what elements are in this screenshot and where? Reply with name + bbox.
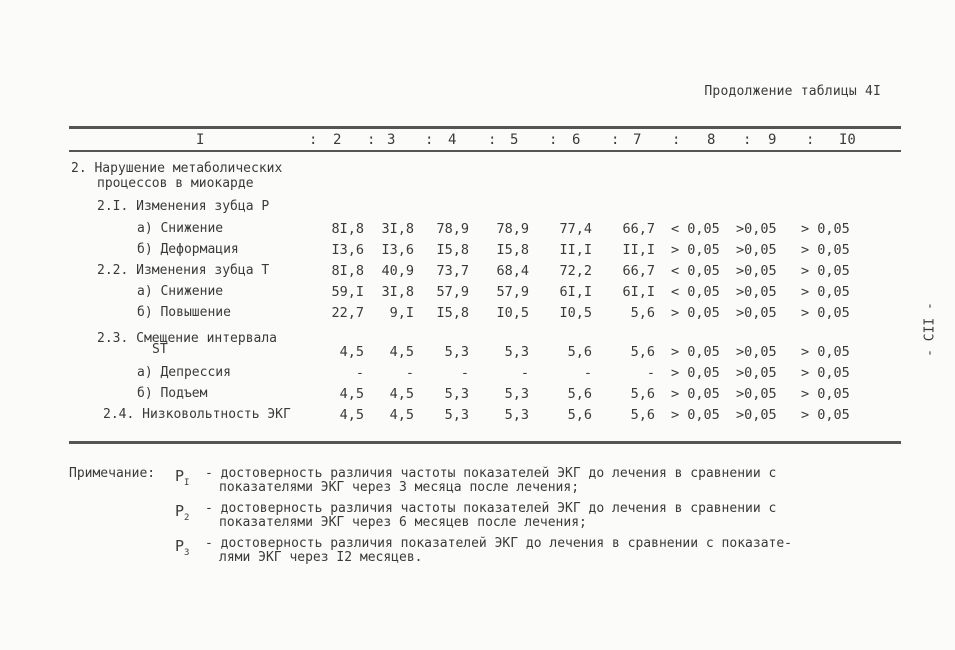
table-cell: > 0,05 xyxy=(801,407,850,423)
table-cell: >0,05 xyxy=(736,242,777,258)
table-cell: 5,3 xyxy=(444,386,469,402)
header-sep: : xyxy=(488,132,497,148)
table-cell: 4,5 xyxy=(389,386,414,402)
table-cell: < 0,05 xyxy=(671,284,720,300)
page-number-text: - CII - xyxy=(922,302,938,357)
table-cell: > 0,05 xyxy=(801,344,850,360)
table-cell: 5,3 xyxy=(504,344,529,360)
table-cell: 4,5 xyxy=(339,407,364,423)
table-cell: 6I,I xyxy=(559,284,592,300)
table-cell: >0,05 xyxy=(736,344,777,360)
table-cell: 3I,8 xyxy=(381,284,414,300)
table-cell: 9,I xyxy=(389,305,414,321)
p1-symbol: $P_I$ xyxy=(175,467,190,488)
p2-symbol: $P_2$ xyxy=(175,502,190,523)
table-cell: 57,9 xyxy=(436,284,469,300)
table-cell: 72,2 xyxy=(559,263,592,279)
table-cell: > 0,05 xyxy=(671,344,720,360)
header-col-4: 4 xyxy=(448,132,457,148)
table-cell: > 0,05 xyxy=(801,263,850,279)
p2-line-1: - достоверность различия частоты показателей ЭКГ до лечения в сравнении с xyxy=(205,501,777,516)
header-col-6: 6 xyxy=(572,132,581,148)
table-cell: 8I,8 xyxy=(331,263,364,279)
table-cell: - xyxy=(583,365,592,381)
table-cell: > 0,05 xyxy=(671,305,720,321)
header-sep: : xyxy=(672,132,681,148)
row-label: ST xyxy=(152,342,168,357)
table-cell: 78,9 xyxy=(436,221,469,237)
table-cell: > 0,05 xyxy=(671,242,720,258)
header-sep: : xyxy=(309,132,318,148)
table-cell: I3,6 xyxy=(381,242,414,258)
header-col-7: 7 xyxy=(633,132,642,148)
table-cell: > 0,05 xyxy=(801,365,850,381)
table-cell: 40,9 xyxy=(381,263,414,279)
p1-line-1: - достоверность различия частоты показателей ЭКГ до лечения в сравнении с xyxy=(205,466,777,481)
table-cell: 5,3 xyxy=(504,407,529,423)
table-cell: > 0,05 xyxy=(671,407,720,423)
table-cell: 22,7 xyxy=(331,305,364,321)
table-bottom-rule xyxy=(69,441,901,444)
table-cell: < 0,05 xyxy=(671,263,720,279)
p3-line-2: лями ЭКГ через I2 месяцев. xyxy=(219,550,423,565)
row-label: процессов в миокарде xyxy=(97,176,254,191)
table-cell: - xyxy=(355,365,364,381)
header-col-5: 5 xyxy=(510,132,519,148)
header-sep: : xyxy=(425,132,434,148)
table-cell: 4,5 xyxy=(339,386,364,402)
p3-symbol: $P_3$ xyxy=(175,537,190,558)
row-label: б) Повышение xyxy=(137,305,231,320)
row-label: б) Деформация xyxy=(137,242,239,257)
table-cell: II,I xyxy=(559,242,592,258)
table-cell: 5,6 xyxy=(630,344,655,360)
table-cell: 4,5 xyxy=(389,407,414,423)
header-col-1: I xyxy=(196,132,205,148)
table-header-rule xyxy=(69,150,901,152)
row-label: 2. Нарушение метаболических xyxy=(71,161,283,176)
notes-title: Примечание: xyxy=(69,466,156,481)
table-cell: > 0,05 xyxy=(801,284,850,300)
table-cell: 5,6 xyxy=(630,305,655,321)
header-sep: : xyxy=(743,132,752,148)
table-cell: 5,3 xyxy=(504,386,529,402)
header-sep: : xyxy=(367,132,376,148)
table-cell: 66,7 xyxy=(622,221,655,237)
table-cell: 78,9 xyxy=(496,221,529,237)
table-cell: 59,I xyxy=(331,284,364,300)
table-cell: >0,05 xyxy=(736,284,777,300)
table-cell: > 0,05 xyxy=(801,305,850,321)
table-cell: 5,6 xyxy=(630,386,655,402)
table-cell: 5,6 xyxy=(630,407,655,423)
table-cell: - xyxy=(646,365,655,381)
p3-line-1: - достоверность различия показателей ЭКГ до лечения в сравнении с показате- xyxy=(205,536,792,551)
table-cell: I5,8 xyxy=(436,242,469,258)
header-col-3: 3 xyxy=(387,132,396,148)
table-cell: I0,5 xyxy=(496,305,529,321)
table-cell: 5,3 xyxy=(444,407,469,423)
table-cell: I0,5 xyxy=(559,305,592,321)
table-top-rule xyxy=(69,126,901,129)
header-col-2: 2 xyxy=(333,132,342,148)
row-label: а) Депрессия xyxy=(137,365,231,380)
table-cell: 4,5 xyxy=(339,344,364,360)
table-cell: 5,6 xyxy=(567,344,592,360)
table-cell: >0,05 xyxy=(736,386,777,402)
table-cell: >0,05 xyxy=(736,407,777,423)
table-caption: Продолжение таблицы 4I xyxy=(704,84,881,99)
table-cell: - xyxy=(460,365,469,381)
table-cell: I3,6 xyxy=(331,242,364,258)
table-cell: > 0,05 xyxy=(801,386,850,402)
row-label: б) Подъем xyxy=(137,386,208,401)
page-number xyxy=(924,300,938,360)
header-col-10: I0 xyxy=(839,132,856,148)
table-cell: 5,3 xyxy=(444,344,469,360)
table-cell: 73,7 xyxy=(436,263,469,279)
table-cell: II,I xyxy=(622,242,655,258)
table-cell: I5,8 xyxy=(436,305,469,321)
p1-line-2: показателями ЭКГ через 3 месяца после лечения; xyxy=(219,480,580,495)
table-cell: > 0,05 xyxy=(671,365,720,381)
table-cell: I5,8 xyxy=(496,242,529,258)
table-cell: >0,05 xyxy=(736,221,777,237)
table-cell: >0,05 xyxy=(736,305,777,321)
row-label: а) Снижение xyxy=(137,221,224,236)
row-label: 2.2. Изменения зубца T xyxy=(97,263,270,278)
table-cell: 6I,I xyxy=(622,284,655,300)
row-label: 2.4. Низковольтность ЭКГ xyxy=(103,407,291,422)
row-label: 2.3. Смещение интервала xyxy=(97,331,278,346)
table-cell: >0,05 xyxy=(736,365,777,381)
table-cell: 4,5 xyxy=(389,344,414,360)
table-cell: 5,6 xyxy=(567,386,592,402)
table-cell: 57,9 xyxy=(496,284,529,300)
header-sep: : xyxy=(611,132,620,148)
header-col-9: 9 xyxy=(768,132,777,148)
table-cell: >0,05 xyxy=(736,263,777,279)
table-cell: - xyxy=(405,365,414,381)
table-cell: > 0,05 xyxy=(671,386,720,402)
row-label: 2.I. Изменения зубца P xyxy=(97,199,270,214)
table-cell: > 0,05 xyxy=(801,221,850,237)
p2-line-2: показателями ЭКГ через 6 месяцев после лечения; xyxy=(219,515,587,530)
table-cell: 3I,8 xyxy=(381,221,414,237)
table-cell: 66,7 xyxy=(622,263,655,279)
table-cell: > 0,05 xyxy=(801,242,850,258)
header-sep: : xyxy=(806,132,815,148)
table-cell: 5,6 xyxy=(567,407,592,423)
table-cell: 8I,8 xyxy=(331,221,364,237)
header-col-8: 8 xyxy=(707,132,716,148)
row-label: а) Снижение xyxy=(137,284,224,299)
table-cell: < 0,05 xyxy=(671,221,720,237)
table-cell: - xyxy=(520,365,529,381)
table-cell: 68,4 xyxy=(496,263,529,279)
header-sep: : xyxy=(549,132,558,148)
table-cell: 77,4 xyxy=(559,221,592,237)
